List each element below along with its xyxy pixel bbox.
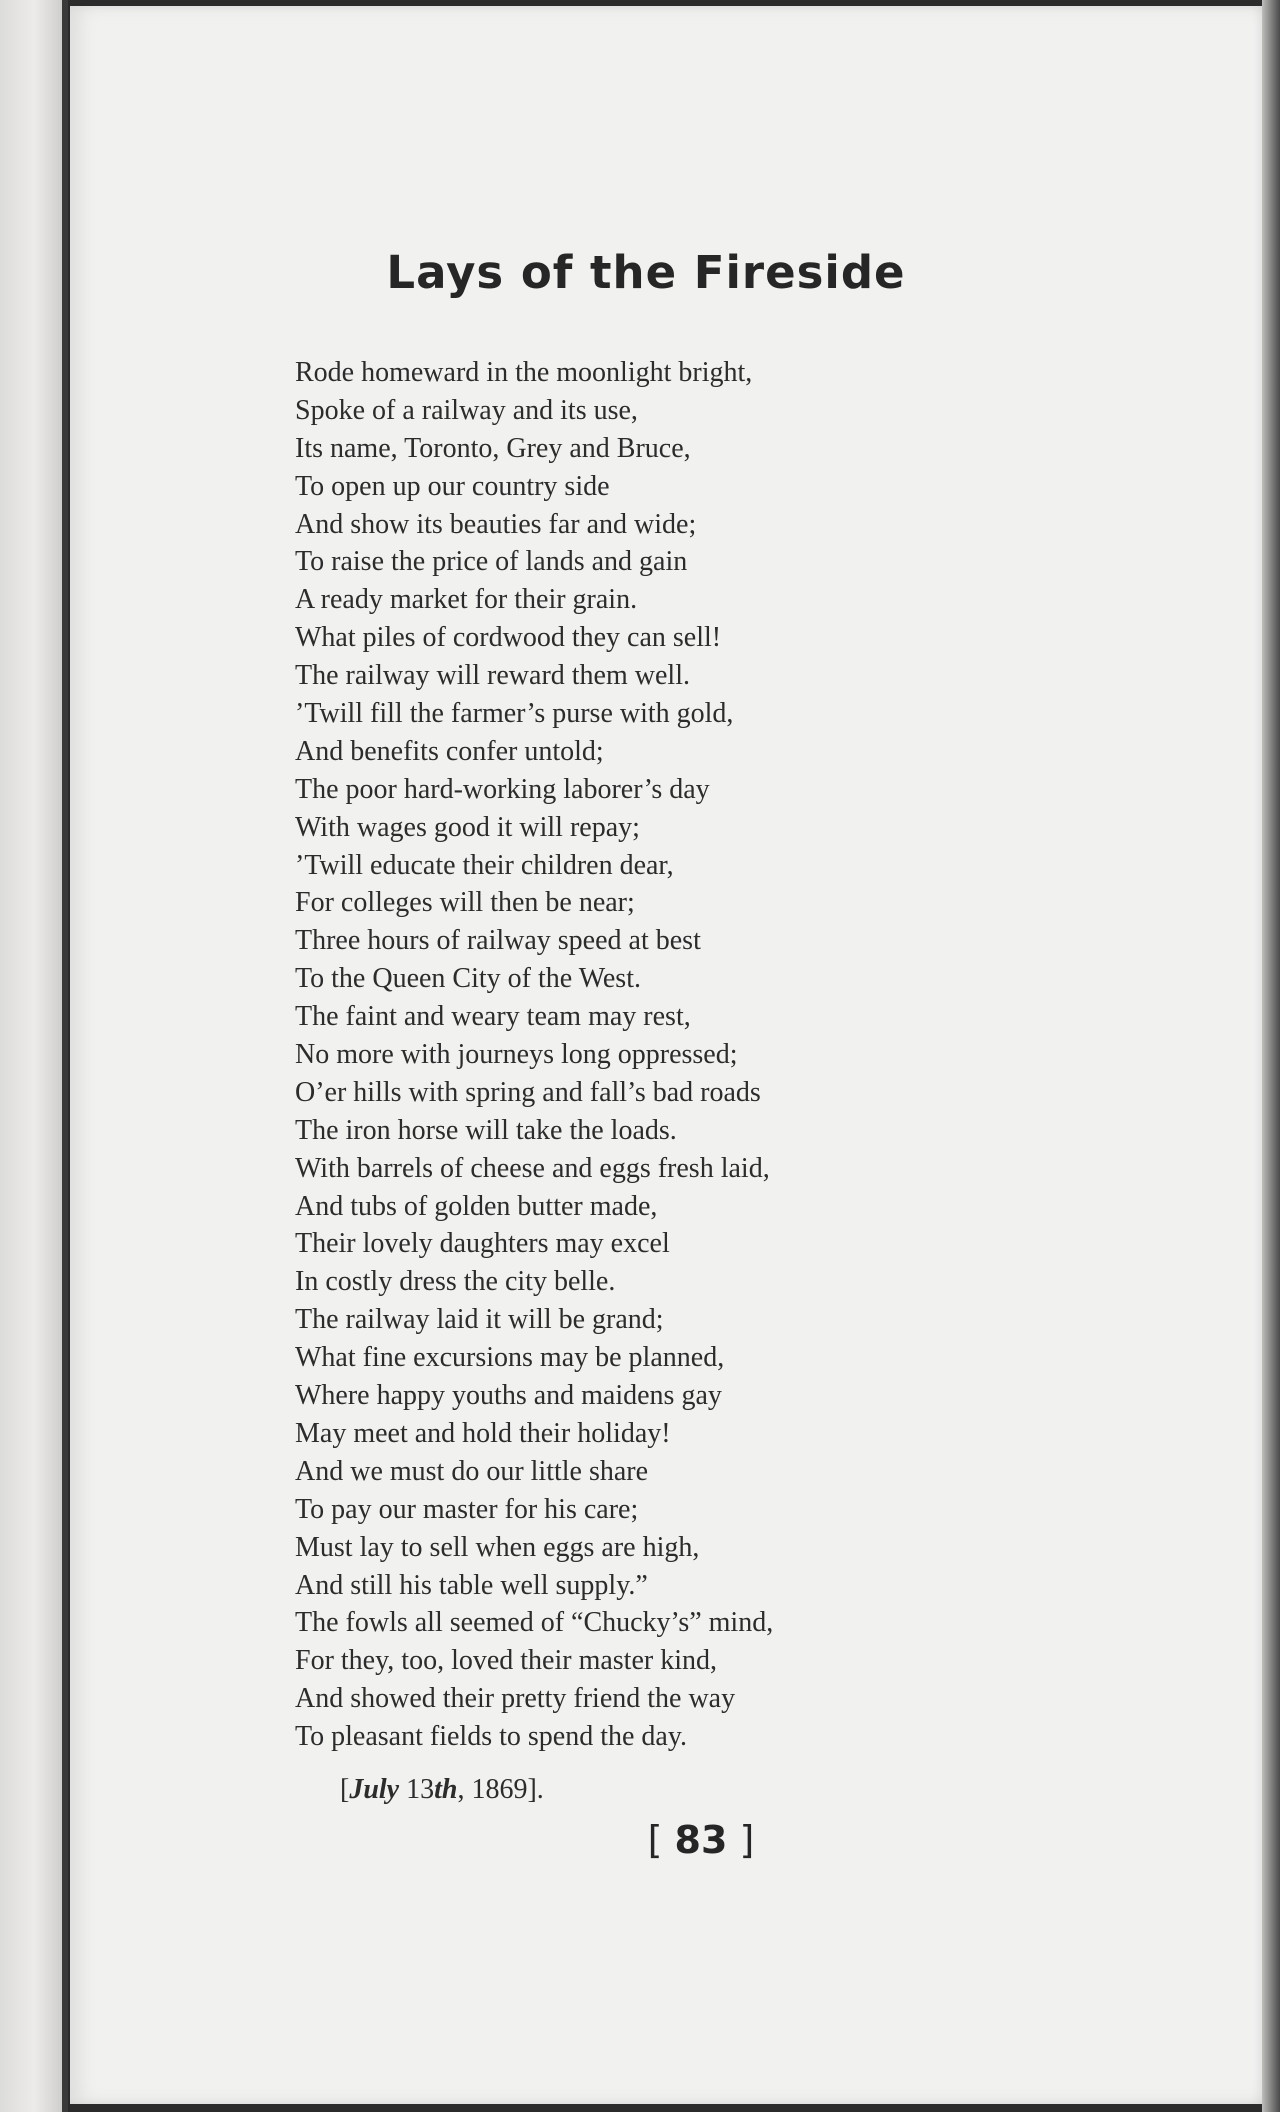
poem-line: Rode homeward in the moonlight bright, bbox=[295, 357, 753, 388]
poem-text bbox=[295, 354, 1055, 1756]
page-number-value: 83 bbox=[674, 1818, 728, 1862]
poem-line: In costly dress the city belle. bbox=[295, 1266, 616, 1298]
date-line bbox=[340, 1774, 544, 1806]
poem-line: To raise the price of lands and gain bbox=[295, 546, 688, 578]
facing-page-edge bbox=[0, 0, 68, 2112]
poem-line: And benefits confer untold; bbox=[295, 735, 604, 767]
poem-line: Its name, Toronto, Grey and Bruce, bbox=[295, 432, 691, 464]
poem-line: To the Queen City of the West. bbox=[295, 963, 641, 995]
poem-line: For they, too, loved their master kind, bbox=[295, 1645, 717, 1677]
date-day: 13 bbox=[406, 1774, 435, 1805]
poem-line: Where happy youths and maidens gay bbox=[295, 1380, 722, 1412]
poem-line: The poor hard-working laborer’s day bbox=[295, 773, 710, 805]
poem-line: May meet and hold their holiday! bbox=[295, 1417, 671, 1449]
poem-line: The railway will reward them well. bbox=[295, 660, 690, 692]
poem-line: O’er hills with spring and fall’s bad roads bbox=[295, 1076, 761, 1108]
poem-line: To pleasant fields to spend the day. bbox=[295, 1721, 688, 1753]
poem-line: The fowls all seemed of “Chucky’s” mind, bbox=[295, 1607, 774, 1639]
poem-line: And we must do our little share bbox=[295, 1455, 649, 1487]
poem-line: Three hours of railway speed at best bbox=[295, 925, 701, 957]
page-number-open: [ bbox=[647, 1818, 675, 1862]
poem-line: To open up our country side bbox=[295, 470, 610, 502]
scan-right-edge bbox=[1262, 0, 1280, 2112]
poem-line: ’Twill fill the farmer’s purse with gold, bbox=[295, 698, 734, 730]
poem-line: And showed their pretty friend the way bbox=[295, 1683, 736, 1715]
poem-line: For colleges will then be near; bbox=[295, 887, 635, 919]
poem-line: Must lay to sell when eggs are high, bbox=[295, 1531, 700, 1563]
book-page bbox=[70, 6, 1262, 2104]
page-number-close: ] bbox=[727, 1818, 755, 1862]
poem-line: With wages good it will repay; bbox=[295, 811, 640, 843]
poem-line: No more with journeys long oppressed; bbox=[295, 1039, 738, 1071]
poem-line: And tubs of golden butter made, bbox=[295, 1190, 658, 1222]
poem-line: ’Twill educate their children dear, bbox=[295, 849, 674, 881]
date-day-suffix: th bbox=[434, 1774, 458, 1805]
date-open-bracket: [ bbox=[340, 1774, 350, 1805]
poem-line: And show its beauties far and wide; bbox=[295, 508, 697, 540]
poem-line: And still his table well supply.” bbox=[295, 1569, 648, 1601]
date-year: , 1869]. bbox=[457, 1774, 544, 1805]
poem-line: Their lovely daughters may excel bbox=[295, 1228, 670, 1260]
poem-line: What fine excursions may be planned, bbox=[295, 1342, 725, 1374]
poem-line: Spoke of a railway and its use, bbox=[295, 394, 638, 426]
poem-line: To pay our master for his care; bbox=[295, 1493, 639, 1525]
poem-line: With barrels of cheese and eggs fresh laid, bbox=[295, 1152, 770, 1184]
running-head: Lays of the Fireside bbox=[386, 246, 906, 299]
page-number bbox=[70, 1818, 1262, 1862]
poem-line: The faint and weary team may rest, bbox=[295, 1001, 691, 1033]
poem-line: The iron horse will take the loads. bbox=[295, 1114, 677, 1146]
poem-line: A ready market for their grain. bbox=[295, 584, 638, 616]
poem-line: The railway laid it will be grand; bbox=[295, 1304, 664, 1336]
poem-line: What piles of cordwood they can sell! bbox=[295, 622, 722, 654]
date-month: July bbox=[349, 1774, 400, 1805]
